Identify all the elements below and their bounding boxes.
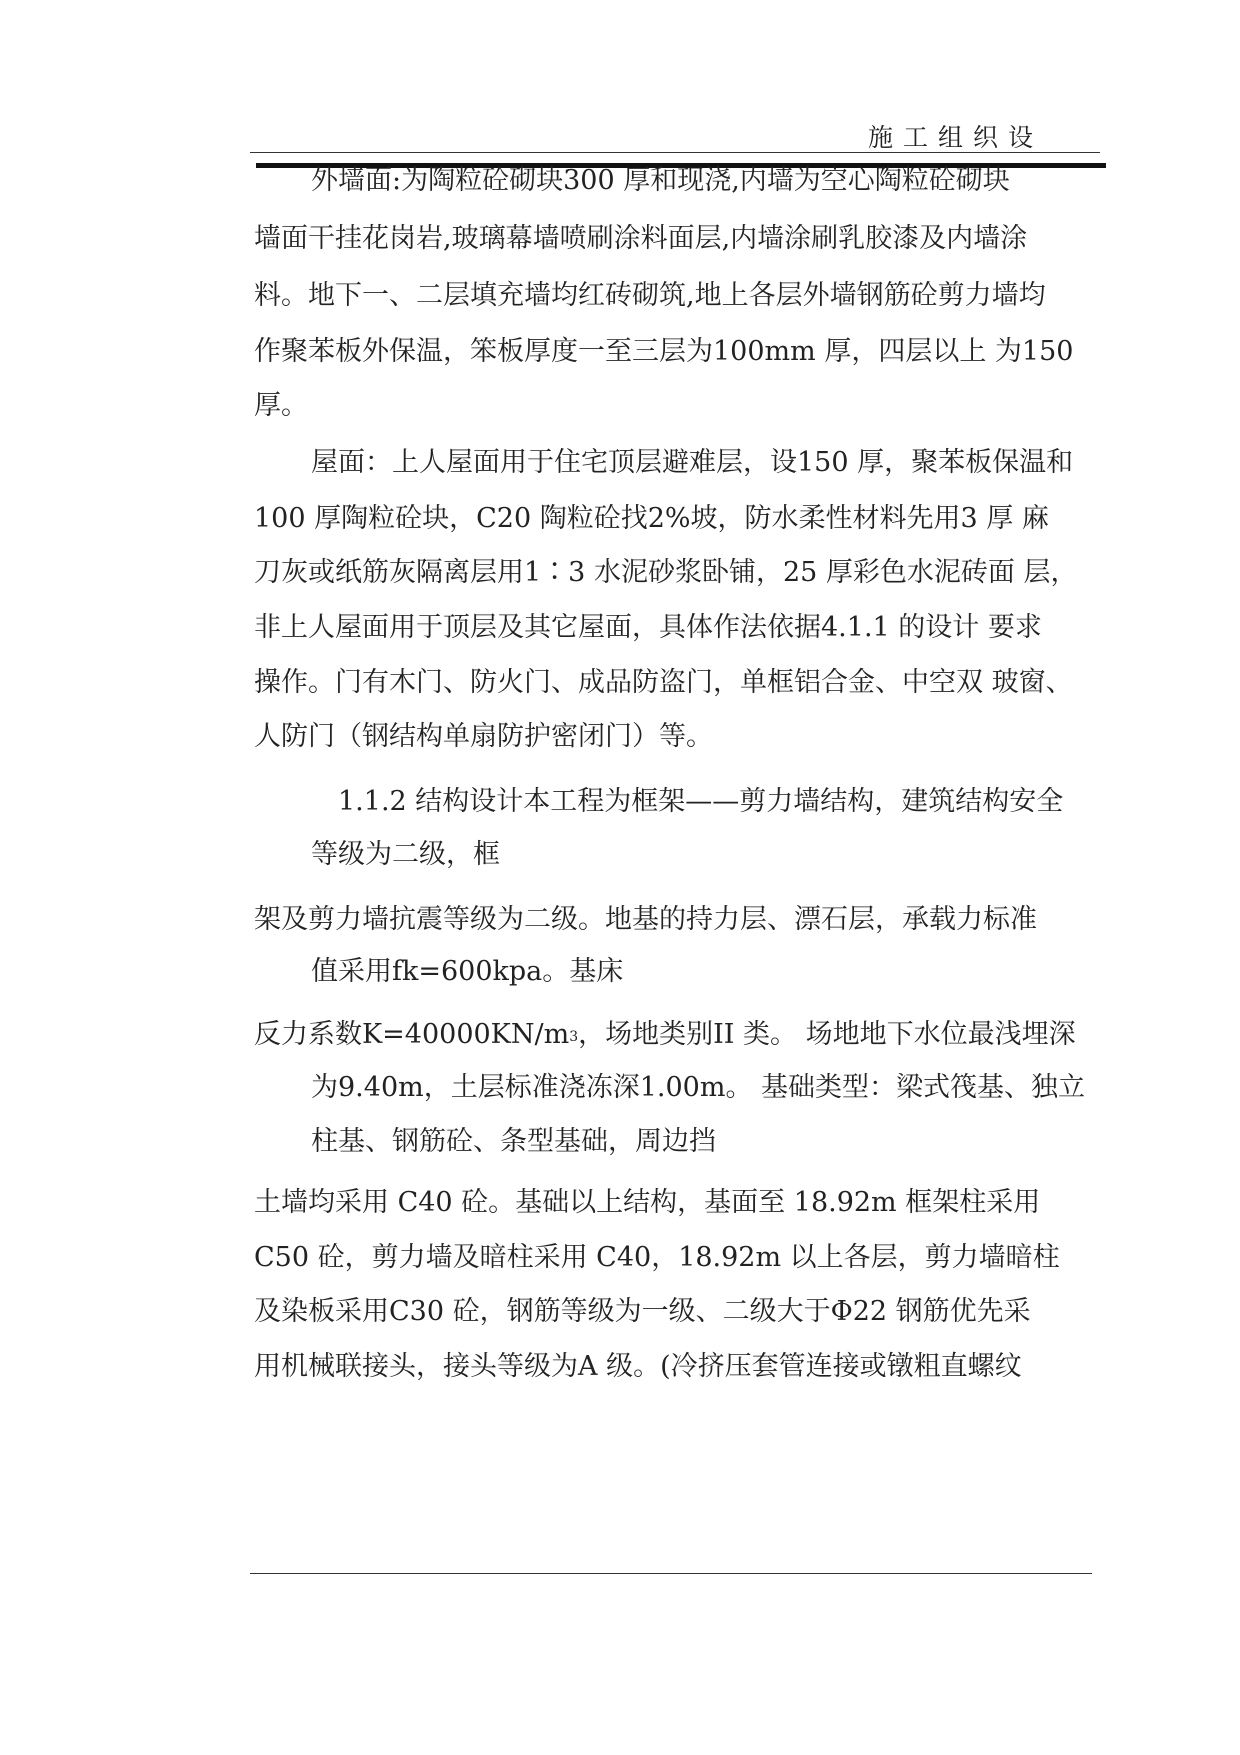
body-line-6: 屋面：上人屋面用于住宅顶层避难层，设150 厚，聚苯板保温和 <box>311 447 1074 478</box>
body-line-18: 柱基、钢筋砼、条型基础，周边挡 <box>311 1126 716 1157</box>
body-line-1: 外墙面:为陶粒砼砌块300 厚和现浇,内墙为空心陶粒砼砌块 <box>311 165 1010 196</box>
body-line-16-start: 反力系数K=40000KN/m <box>254 1019 570 1050</box>
page-header-title: 施工组织设 <box>868 123 1044 152</box>
body-line-13: 等级为二级，框 <box>311 839 500 870</box>
body-line-3: 料。地下一、二层填充墙均红砖砌筑,地上各层外墙钢筋砼剪力墙均 <box>254 280 1046 311</box>
body-line-22: 用机械联接头，接头等级为A 级。(冷挤压套管连接或镦粗直螺纹 <box>254 1351 1022 1382</box>
body-line-8: 刀灰或纸筋灰隔离层用1∶3 水泥砂浆卧铺，25 厚彩色水泥砖面 层， <box>254 557 1078 588</box>
body-line-10: 操作。门有木门、防火门、成品防盗门，单框铝合金、中空双 玻窗、 <box>254 667 1073 698</box>
body-line-5: 厚。 <box>254 390 308 421</box>
body-line-21: 及染板采用C30 砼，钢筋等级为一级、二级大于Φ22 钢筋优先采 <box>254 1296 1031 1327</box>
body-line-11: 人防门（钢结构单扇防护密闭门）等。 <box>254 721 713 752</box>
superscript-3: 3 <box>569 1029 579 1045</box>
body-line-2: 墙面干挂花岗岩,玻璃幕墙喷刷涂料面层,内墙涂刷乳胶漆及内墙涂 <box>254 223 1028 254</box>
body-line-14: 架及剪力墙抗震等级为二级。地基的持力层、漂石层，承载力标准 <box>254 904 1037 935</box>
body-line-16-end: ，场地类别II 类。 场地地下水位最浅埋深 <box>578 1019 1076 1050</box>
section-heading-1-1-2: 1.1.2 结构设计本工程为框架——剪力墙结构，建筑结构安全 <box>338 786 1064 817</box>
footer-rule <box>250 1573 1092 1574</box>
body-line-7: 100 厚陶粒砼块，C20 陶粒砼找2%坡，防水柔性材料先用3 厚 麻 <box>254 503 1049 534</box>
body-line-20: C50 砼，剪力墙及暗柱采用 C40，18.92m 以上各层，剪力墙暗柱 <box>254 1242 1060 1273</box>
body-line-16 <box>254 1018 1076 1052</box>
body-line-4: 作聚苯板外保温，笨板厚度一至三层为100mm 厚，四层以上 为150 <box>254 336 1074 367</box>
header-rule-thin <box>250 152 1100 153</box>
body-line-19: 土墙均采用 C40 砼。基础以上结构，基面至 18.92m 框架柱采用 <box>254 1187 1041 1218</box>
body-line-9: 非上人屋面用于顶层及其它屋面，具体作法依据4.1.1 的设计 要求 <box>254 612 1042 643</box>
body-line-15: 值采用fk=600kpa。基床 <box>311 956 624 987</box>
body-line-17: 为9.40m，土层标准浇冻深1.00m。 基础类型：梁式筏基、独立 <box>311 1072 1086 1103</box>
